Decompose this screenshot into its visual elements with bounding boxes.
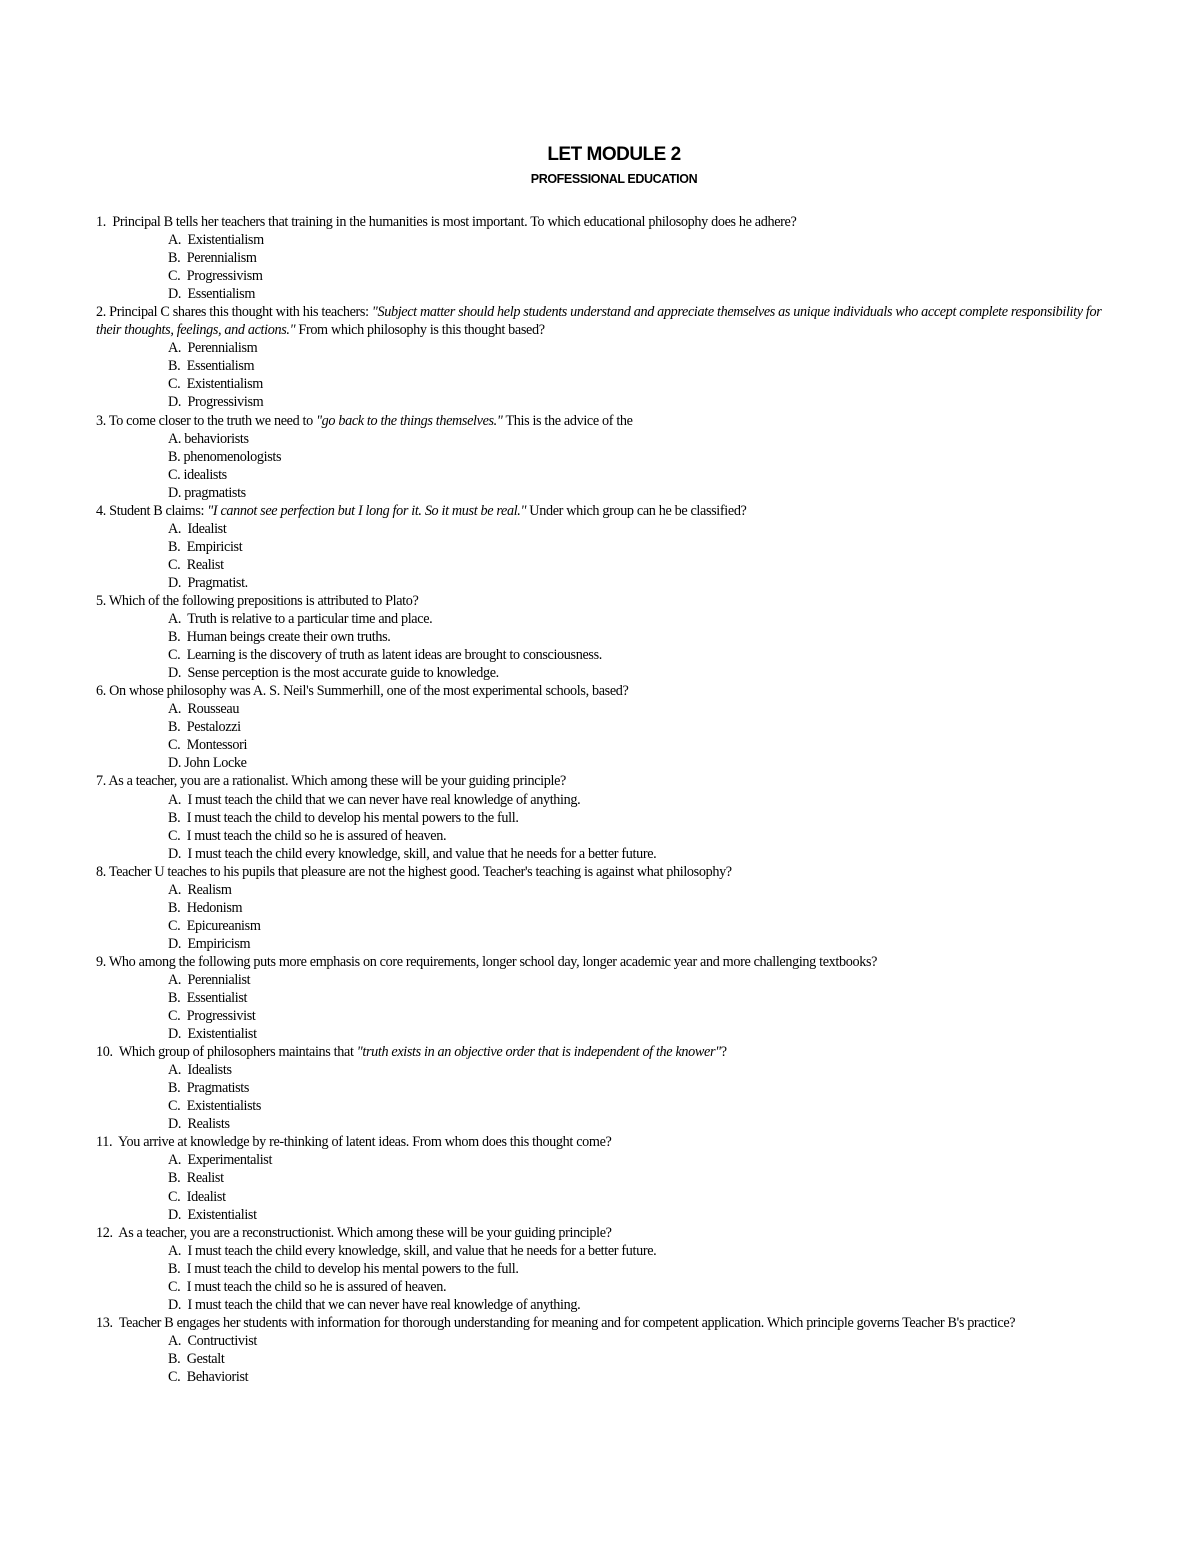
question-number: 10. bbox=[96, 1044, 113, 1061]
question-text bbox=[96, 682, 1126, 700]
answer-option: B. Gestalt bbox=[168, 1350, 225, 1367]
answer-options bbox=[96, 1061, 1126, 1133]
document-subtitle: PROFESSIONAL EDUCATION bbox=[530, 172, 698, 186]
question-list bbox=[96, 213, 1126, 1386]
answer-options bbox=[96, 971, 1126, 1043]
answer-option: B. Hedonism bbox=[168, 899, 243, 916]
question-item bbox=[96, 213, 1126, 303]
question-quote: "truth exists in an objective order that is independent of the knower" bbox=[356, 1044, 721, 1061]
answer-options bbox=[96, 1242, 1126, 1314]
answer-option: C. Progressivism bbox=[168, 268, 263, 285]
answer-options bbox=[96, 339, 1126, 411]
answer-option: A. I must teach the child every knowledge, skill, and value that he needs for a better future. bbox=[168, 1242, 657, 1259]
answer-options bbox=[96, 791, 1126, 863]
answer-option: A. Perennialism bbox=[168, 340, 258, 357]
answer-option: C. Behaviorist bbox=[168, 1369, 249, 1385]
answer-option: A. Experimentalist bbox=[168, 1152, 273, 1169]
answer-option: D. Existentialist bbox=[168, 1206, 257, 1223]
question-number: 11. bbox=[96, 1134, 113, 1151]
answer-option: A. Idealists bbox=[168, 1062, 232, 1079]
answer-option: C. Realist bbox=[168, 556, 224, 573]
answer-option: A. Truth is relative to a particular time and place. bbox=[168, 611, 433, 628]
question-prompt: Which of the following prepositions is attributed to Plato? bbox=[105, 592, 419, 609]
answer-option: D. Pragmatist. bbox=[168, 574, 248, 591]
question-text bbox=[96, 303, 1126, 339]
question-number: 7. bbox=[96, 773, 106, 790]
question-item bbox=[96, 863, 1126, 953]
answer-option: B. I must teach the child to develop his mental powers to the full. bbox=[168, 1260, 519, 1277]
answer-option: B. Pragmatists bbox=[168, 1080, 250, 1097]
question-prompt: Principal B tells her teachers that training in the humanities is most important. To which educational philosophy does he adhere? bbox=[105, 214, 797, 230]
answer-option: D. Sense perception is the most accurate guide to knowledge. bbox=[168, 665, 499, 682]
question-item bbox=[96, 502, 1126, 592]
answer-option: D. Empiricism bbox=[168, 935, 251, 952]
question-text bbox=[96, 502, 1126, 520]
answer-option: A. Rousseau bbox=[168, 701, 240, 718]
question-number: 9. bbox=[96, 953, 106, 970]
answer-option: D. I must teach the child that we can never have real knowledge of anything. bbox=[168, 1296, 581, 1313]
question-text bbox=[96, 592, 1126, 610]
question-prompt: As a teacher, you are a rationalist. Which among these will be your guiding principle? bbox=[105, 773, 566, 790]
question-item bbox=[96, 1224, 1126, 1314]
question-prompt: As a teacher, you are a reconstructionist. Which among these will be your guiding principle? bbox=[112, 1224, 612, 1241]
answer-options bbox=[96, 1151, 1126, 1223]
question-number: 3. bbox=[96, 412, 106, 429]
answer-option: A. behaviorists bbox=[168, 430, 249, 447]
answer-option: A. Idealist bbox=[168, 520, 227, 537]
question-prompt: Which group of philosophers maintains that bbox=[112, 1044, 357, 1061]
answer-option: B. Perennialism bbox=[168, 250, 257, 267]
question-prompt-continued: ? bbox=[720, 1044, 727, 1061]
answer-option: C. Montessori bbox=[168, 737, 248, 754]
question-prompt: On whose philosophy was A. S. Neil's Summerhill, one of the most experimental schools, based? bbox=[105, 683, 629, 700]
question-item bbox=[96, 953, 1126, 1043]
question-text bbox=[96, 1314, 1126, 1332]
answer-option: A. Perennialist bbox=[168, 971, 251, 988]
question-number: 6. bbox=[96, 683, 106, 700]
answer-option: C. I must teach the child so he is assured of heaven. bbox=[168, 1278, 447, 1295]
answer-options bbox=[96, 610, 1126, 682]
question-quote: "go back to the things themselves." bbox=[316, 412, 503, 429]
question-prompt-continued: From which philosophy is this thought based? bbox=[295, 322, 545, 339]
answer-option: B. I must teach the child to develop his mental powers to the full. bbox=[168, 809, 519, 826]
question-number: 12. bbox=[96, 1224, 113, 1241]
answer-option: C. Existentialism bbox=[168, 376, 263, 393]
answer-option: A. Contructivist bbox=[168, 1332, 258, 1349]
question-quote: "I cannot see perfection but I long for it. So it must be real." bbox=[207, 502, 527, 519]
question-item bbox=[96, 1043, 1126, 1133]
answer-option: B. phenomenologists bbox=[168, 448, 282, 465]
question-item bbox=[96, 1314, 1126, 1386]
answer-option: D. Existentialist bbox=[168, 1026, 257, 1043]
question-text bbox=[96, 1133, 1126, 1151]
question-number: 1. bbox=[96, 214, 106, 230]
question-prompt: Teacher U teaches to his pupils that pleasure are not the highest good. Teacher's teaching is against what philosophy? bbox=[105, 863, 732, 880]
answer-options bbox=[96, 520, 1126, 592]
answer-option: B. Empiricist bbox=[168, 538, 243, 555]
answer-option: C. Learning is the discovery of truth as latent ideas are brought to consciousness. bbox=[168, 647, 602, 664]
answer-option: C. I must teach the child so he is assured of heaven. bbox=[168, 827, 447, 844]
question-quote: "Subject matter should help students understand and appreciate themselves as unique individuals who accept complete responsibility for their thoughts, feelings, and actions." bbox=[96, 304, 1102, 339]
answer-option: B. Pestalozzi bbox=[168, 719, 241, 736]
answer-options bbox=[96, 700, 1126, 772]
question-number: 5. bbox=[96, 592, 106, 609]
answer-option: D. Essentialism bbox=[168, 286, 256, 303]
answer-options bbox=[96, 1332, 1126, 1386]
question-text bbox=[96, 772, 1126, 790]
answer-option: A. I must teach the child that we can never have real knowledge of anything. bbox=[168, 791, 581, 808]
answer-option: C. idealists bbox=[168, 466, 227, 483]
question-text bbox=[96, 1043, 1126, 1061]
question-number: 13. bbox=[96, 1314, 113, 1331]
question-number: 2. bbox=[96, 304, 106, 321]
answer-option: B. Essentialist bbox=[168, 990, 248, 1007]
answer-option: D. John Locke bbox=[168, 755, 247, 772]
question-prompt-continued: This is the advice of the bbox=[502, 412, 633, 429]
question-item bbox=[96, 303, 1126, 411]
answer-options bbox=[96, 430, 1126, 502]
answer-option: A. Realism bbox=[168, 881, 232, 898]
answer-option: B. Essentialism bbox=[168, 358, 255, 375]
question-number: 4. bbox=[96, 502, 106, 519]
answer-option: D. pragmatists bbox=[168, 484, 246, 501]
question-item bbox=[96, 1133, 1126, 1223]
document-title: LET MODULE 2 bbox=[547, 144, 681, 165]
question-item bbox=[96, 592, 1126, 682]
answer-option: C. Existentialists bbox=[168, 1098, 262, 1115]
question-text bbox=[96, 863, 1126, 881]
answer-option: C. Idealist bbox=[168, 1188, 226, 1205]
answer-options bbox=[96, 881, 1126, 953]
answer-option: C. Epicureanism bbox=[168, 917, 261, 934]
answer-option: D. Progressivism bbox=[168, 394, 264, 411]
question-item bbox=[96, 682, 1126, 772]
answer-option: B. Human beings create their own truths. bbox=[168, 629, 391, 646]
answer-option: B. Realist bbox=[168, 1170, 224, 1187]
question-text bbox=[96, 1224, 1126, 1242]
question-prompt-continued: Under which group can he be classified? bbox=[526, 502, 747, 519]
question-prompt: Principal C shares this thought with his teachers: bbox=[105, 304, 372, 321]
question-number: 8. bbox=[96, 863, 106, 880]
question-prompt: To come closer to the truth we need to bbox=[105, 412, 317, 429]
question-item bbox=[96, 772, 1126, 862]
question-prompt: You arrive at knowledge by re-thinking of latent ideas. From whom does this thought come? bbox=[112, 1134, 612, 1151]
question-prompt: Student B claims: bbox=[105, 502, 208, 519]
question-text bbox=[96, 953, 1126, 971]
question-text bbox=[96, 213, 1126, 231]
question-prompt: Who among the following puts more emphasis on core requirements, longer school day, longer academic year and more challenging textbooks? bbox=[105, 953, 878, 970]
answer-option: D. Realists bbox=[168, 1116, 230, 1133]
question-item bbox=[96, 412, 1126, 502]
answer-option: A. Existentialism bbox=[168, 232, 264, 249]
answer-option: D. I must teach the child every knowledge, skill, and value that he needs for a better future. bbox=[168, 845, 657, 862]
question-text bbox=[96, 412, 1126, 430]
answer-options bbox=[96, 231, 1126, 303]
question-prompt: Teacher B engages her students with information for thorough understanding for meaning and for competent application. Which principle governs Teacher B's practice? bbox=[112, 1314, 1016, 1331]
answer-option: C. Progressivist bbox=[168, 1008, 256, 1025]
